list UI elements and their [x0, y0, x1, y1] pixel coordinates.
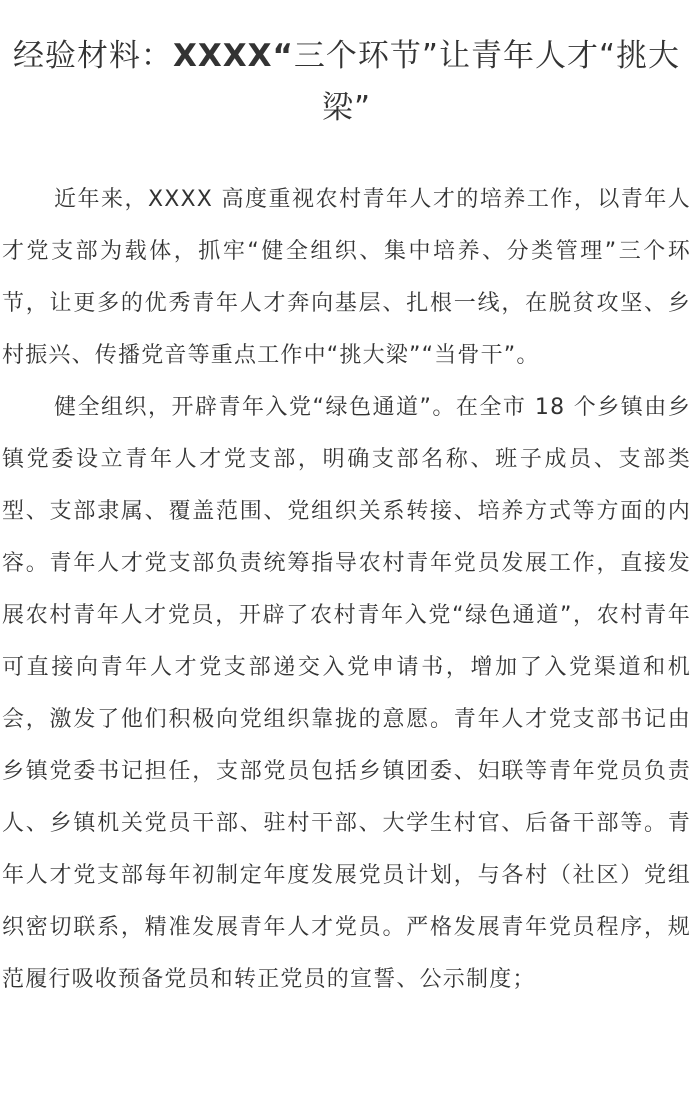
article-title-prefix: 经验材料： — [12, 38, 173, 74]
paragraph-intro: 近年来，XXXX 高度重视农村青年人才的培养工作，以青年人才党支部为载体，抓牢“健全组织、集中培养、分类管理”三个环节，让更多的优秀青年人才奔向基层、扎根一线，在脱贫攻坚、乡村振兴、传播党音等重点工作中“挑大梁”“当骨干”。 — [2, 187, 691, 368]
article-title-rest: 三个环节”让青年人才“挑大梁” — [293, 38, 681, 126]
article-title — [0, 30, 693, 134]
paragraph-organization: 健全组织，开辟青年入党“绿色通道”。在全市 18 个乡镇由乡镇党委设立青年人才党支部，明确支部名称、班子成员、支部类型、支部隶属、覆盖范围、党组织关系转接、培养方式等方面的内容。青年人才党支部负责统筹指导农村青年党员发展工作，直接发展农村青年人才党员，开辟了农村青年入党“绿色通道”，农村青年可直接向青年人才党支部递交入党申请书，增加了入党渠道和机会，激发了他们积极向党组织靠拢的意愿。青年人才党支部书记由乡镇党委书记担任，支部党员包括乡镇团委、妇联等青年党员负责人、乡镇机关党员干部、驻村干部、大学生村官、后备干部等。青年人才党支部每年初制定年度发展党员计划，与各村（社区）党组织密切联系，精准发展青年人才党员。严格发展青年党员程序，规范履行吸收预备党员和转正党员的宣誓、公示制度； — [2, 395, 691, 992]
article-body — [0, 174, 693, 1006]
article-title-bold: XXXX“ — [172, 38, 294, 74]
